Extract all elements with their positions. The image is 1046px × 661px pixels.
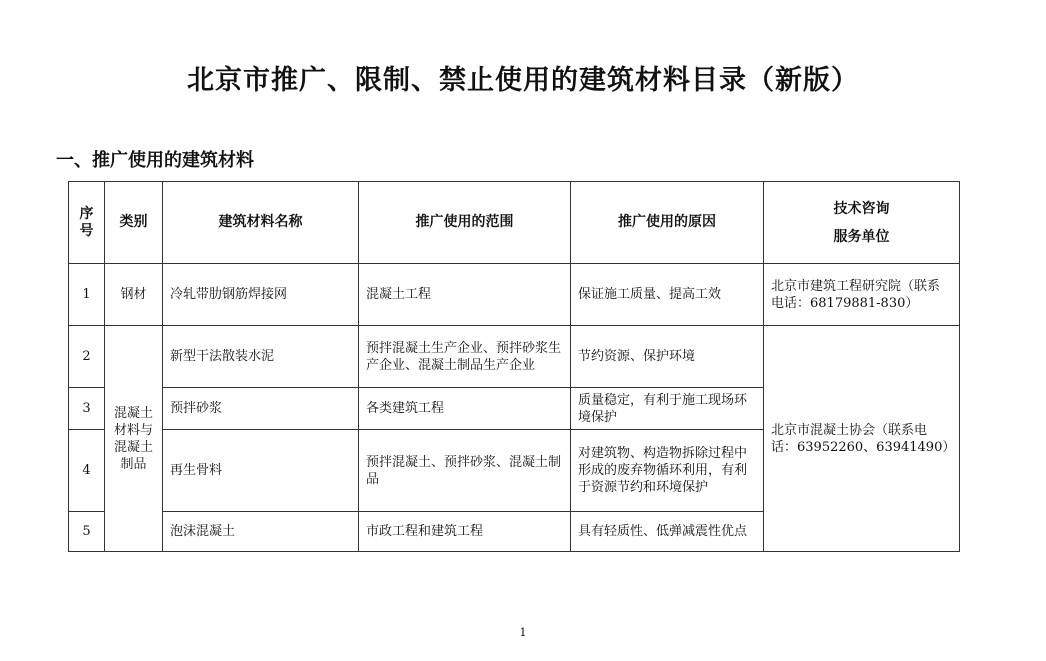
header-reason: 推广使用的原因 (571, 182, 764, 264)
header-material-name: 建筑材料名称 (163, 182, 359, 264)
cell-reason: 保证施工质量、提高工效 (571, 264, 764, 326)
cell-scope: 各类建筑工程 (359, 388, 571, 430)
header-consult (764, 182, 960, 264)
cell-reason: 具有轻质性、低弹减震性优点 (571, 512, 764, 552)
header-consult-line2: 服务单位 (833, 228, 890, 245)
cell-category-group: 混凝土材料与混凝土制品 (105, 326, 163, 552)
header-seq-line2: 号 (79, 222, 94, 239)
header-scope: 推广使用的范围 (359, 182, 571, 264)
materials-table (68, 181, 960, 552)
cell-seq: 5 (69, 512, 105, 552)
cell-category: 钢材 (105, 264, 163, 326)
cell-seq: 3 (69, 388, 105, 430)
header-seq-line1: 序 (79, 205, 94, 222)
cell-reason: 质量稳定，有利于施工现场环境保护 (571, 388, 764, 430)
cell-scope: 预拌混凝土生产企业、预拌砂浆生产企业、混凝土制品生产企业 (359, 326, 571, 388)
cell-seq: 1 (69, 264, 105, 326)
header-seq (69, 182, 105, 264)
document-title: 北京市推广、限制、禁止使用的建筑材料目录（新版） (187, 65, 859, 96)
cell-scope: 市政工程和建筑工程 (359, 512, 571, 552)
cell-seq: 4 (69, 430, 105, 512)
cell-seq: 2 (69, 326, 105, 388)
cell-scope: 预拌混凝土、预拌砂浆、混凝土制品 (359, 430, 571, 512)
table-row (69, 326, 960, 388)
cell-material-name: 泡沫混凝土 (163, 512, 359, 552)
cell-material-name: 预拌砂浆 (163, 388, 359, 430)
table-row (69, 264, 960, 326)
table-header-row (69, 182, 960, 264)
header-consult-line1: 技术咨询 (833, 200, 890, 217)
header-category: 类别 (105, 182, 163, 264)
cell-scope: 混凝土工程 (359, 264, 571, 326)
page-number: 1 (519, 626, 527, 639)
cell-reason: 对建筑物、构造物拆除过程中形成的废弃物循环利用，有利于资源节约和环境保护 (571, 430, 764, 512)
cell-material-name: 新型干法散装水泥 (163, 326, 359, 388)
cell-material-name: 冷轧带肋钢筋焊接网 (163, 264, 359, 326)
cell-consult: 北京市建筑工程研究院（联系电话：68179881-830） (764, 264, 960, 326)
cell-material-name: 再生骨料 (163, 430, 359, 512)
cell-consult-group: 北京市混凝土协会（联系电话：63952260、63941490） (764, 326, 960, 552)
cell-reason: 节约资源、保护环境 (571, 326, 764, 388)
section-heading: 一、推广使用的建筑材料 (56, 150, 254, 171)
